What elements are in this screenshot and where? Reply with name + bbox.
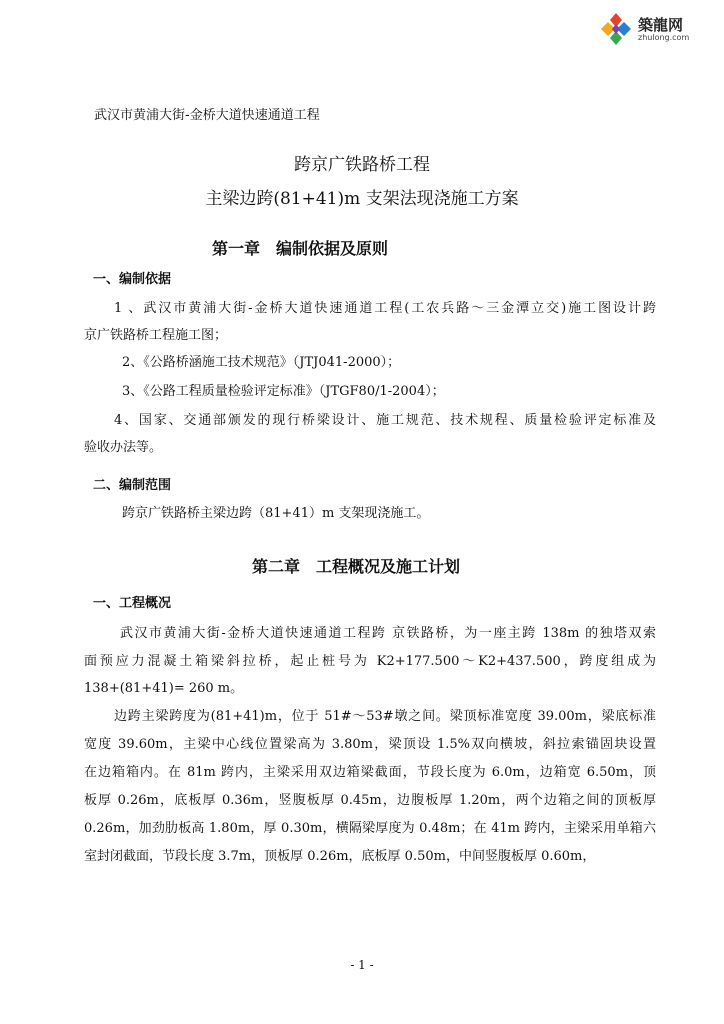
overview-para2-line3: 在边箱箱内。在 81m 跨内，主梁采用双边箱梁截面，节段长度为 6.0m，边箱宽 6.50m，顶 — [84, 765, 656, 780]
logo-url: zhulong.com — [638, 33, 690, 42]
basis-item-2: 2、《公路桥涵施工技术规范》（JTJ041-2000）； — [122, 355, 401, 370]
basis-item-4-line1: 4、国家、交通部颁发的现行桥梁设计、施工规范、技术规程、质量检验评定标准及 — [114, 413, 656, 428]
brand-logo — [598, 12, 708, 48]
basis-item-1-line1: 1 、武汉市黄浦大街-金桥大道快速通道工程(工农兵路～三金潭立交)施工图设计跨 — [114, 301, 656, 316]
basis-item-3: 3、《公路工程质量检验评定标准》（JTGF80/1-2004）； — [122, 384, 445, 399]
overview-para2-line2: 宽度 39.60m，主梁中心线位置梁高为 3.80m，梁顶设 1.5%双向横坡，斜拉索锚固块设置 — [84, 737, 656, 752]
document-title-line1: 跨京广铁路桥工程 — [294, 155, 430, 175]
basis-item-4-line2: 验收办法等。 — [84, 440, 163, 455]
section-basis-heading: 一、编制依据 — [93, 272, 172, 287]
zhulong-logo-icon — [598, 12, 634, 48]
header-project-name: 武汉市黄浦大街-金桥大道快速通道工程 — [94, 108, 320, 123]
section-overview-heading: 一、工程概况 — [93, 596, 172, 611]
section-scope-heading: 二、编制范围 — [93, 478, 172, 493]
document-title-line2: 主梁边跨(81+41)m 支架法现浇施工方案 — [205, 189, 519, 209]
basis-item-1-line2: 京广铁路桥工程施工图； — [84, 328, 228, 343]
overview-para1-line1: 武汉市黄浦大街-金桥大道快速通道工程跨 京铁路桥，为一座主跨 138m 的独塔双索 — [120, 626, 656, 641]
overview-para2-line6: 室封闭截面，节段长度 3.7m，顶板厚 0.26m，底板厚 0.50m，中间竖腹板厚 0.60m， — [84, 849, 596, 864]
overview-para2-line4: 板厚 0.26m，底板厚 0.36m，竖腹板厚 0.45m，边腹板厚 1.20m，两个边箱之间的顶板厚 — [84, 793, 656, 808]
chapter-2-title: 工程概况及施工计划 — [316, 557, 461, 576]
overview-para2-line5: 0.26m，加劲肋板高 1.80m，厚 0.30m，横隔梁厚度为 0.48m；在 41m 跨内，主梁采用单箱六 — [84, 821, 656, 836]
chapter-2-heading — [252, 554, 460, 577]
chapter-1-heading — [212, 236, 388, 259]
chapter-2-number: 第二章 — [252, 557, 301, 576]
page-number: - 1 - — [350, 958, 374, 972]
overview-para1-line3: 138+(81+41)= 260 m。 — [84, 681, 244, 696]
overview-para1-line2: 面预应力混凝土箱梁斜拉桥，起止桩号为 K2+177.500～K2+437.500，跨度组成为 — [84, 654, 656, 669]
logo-name: 築龍网 — [638, 16, 684, 34]
chapter-1-title: 编制依据及原则 — [276, 239, 389, 258]
chapter-1-number: 第一章 — [212, 239, 261, 258]
scope-text: 跨京广铁路桥主梁边跨（81+41）m 支架现浇施工。 — [122, 506, 430, 521]
overview-para2-line1: 边跨主梁跨度为(81+41)m，位于 51#～53#墩之间。梁顶标准宽度 39.00m，梁底标准 — [114, 709, 656, 724]
